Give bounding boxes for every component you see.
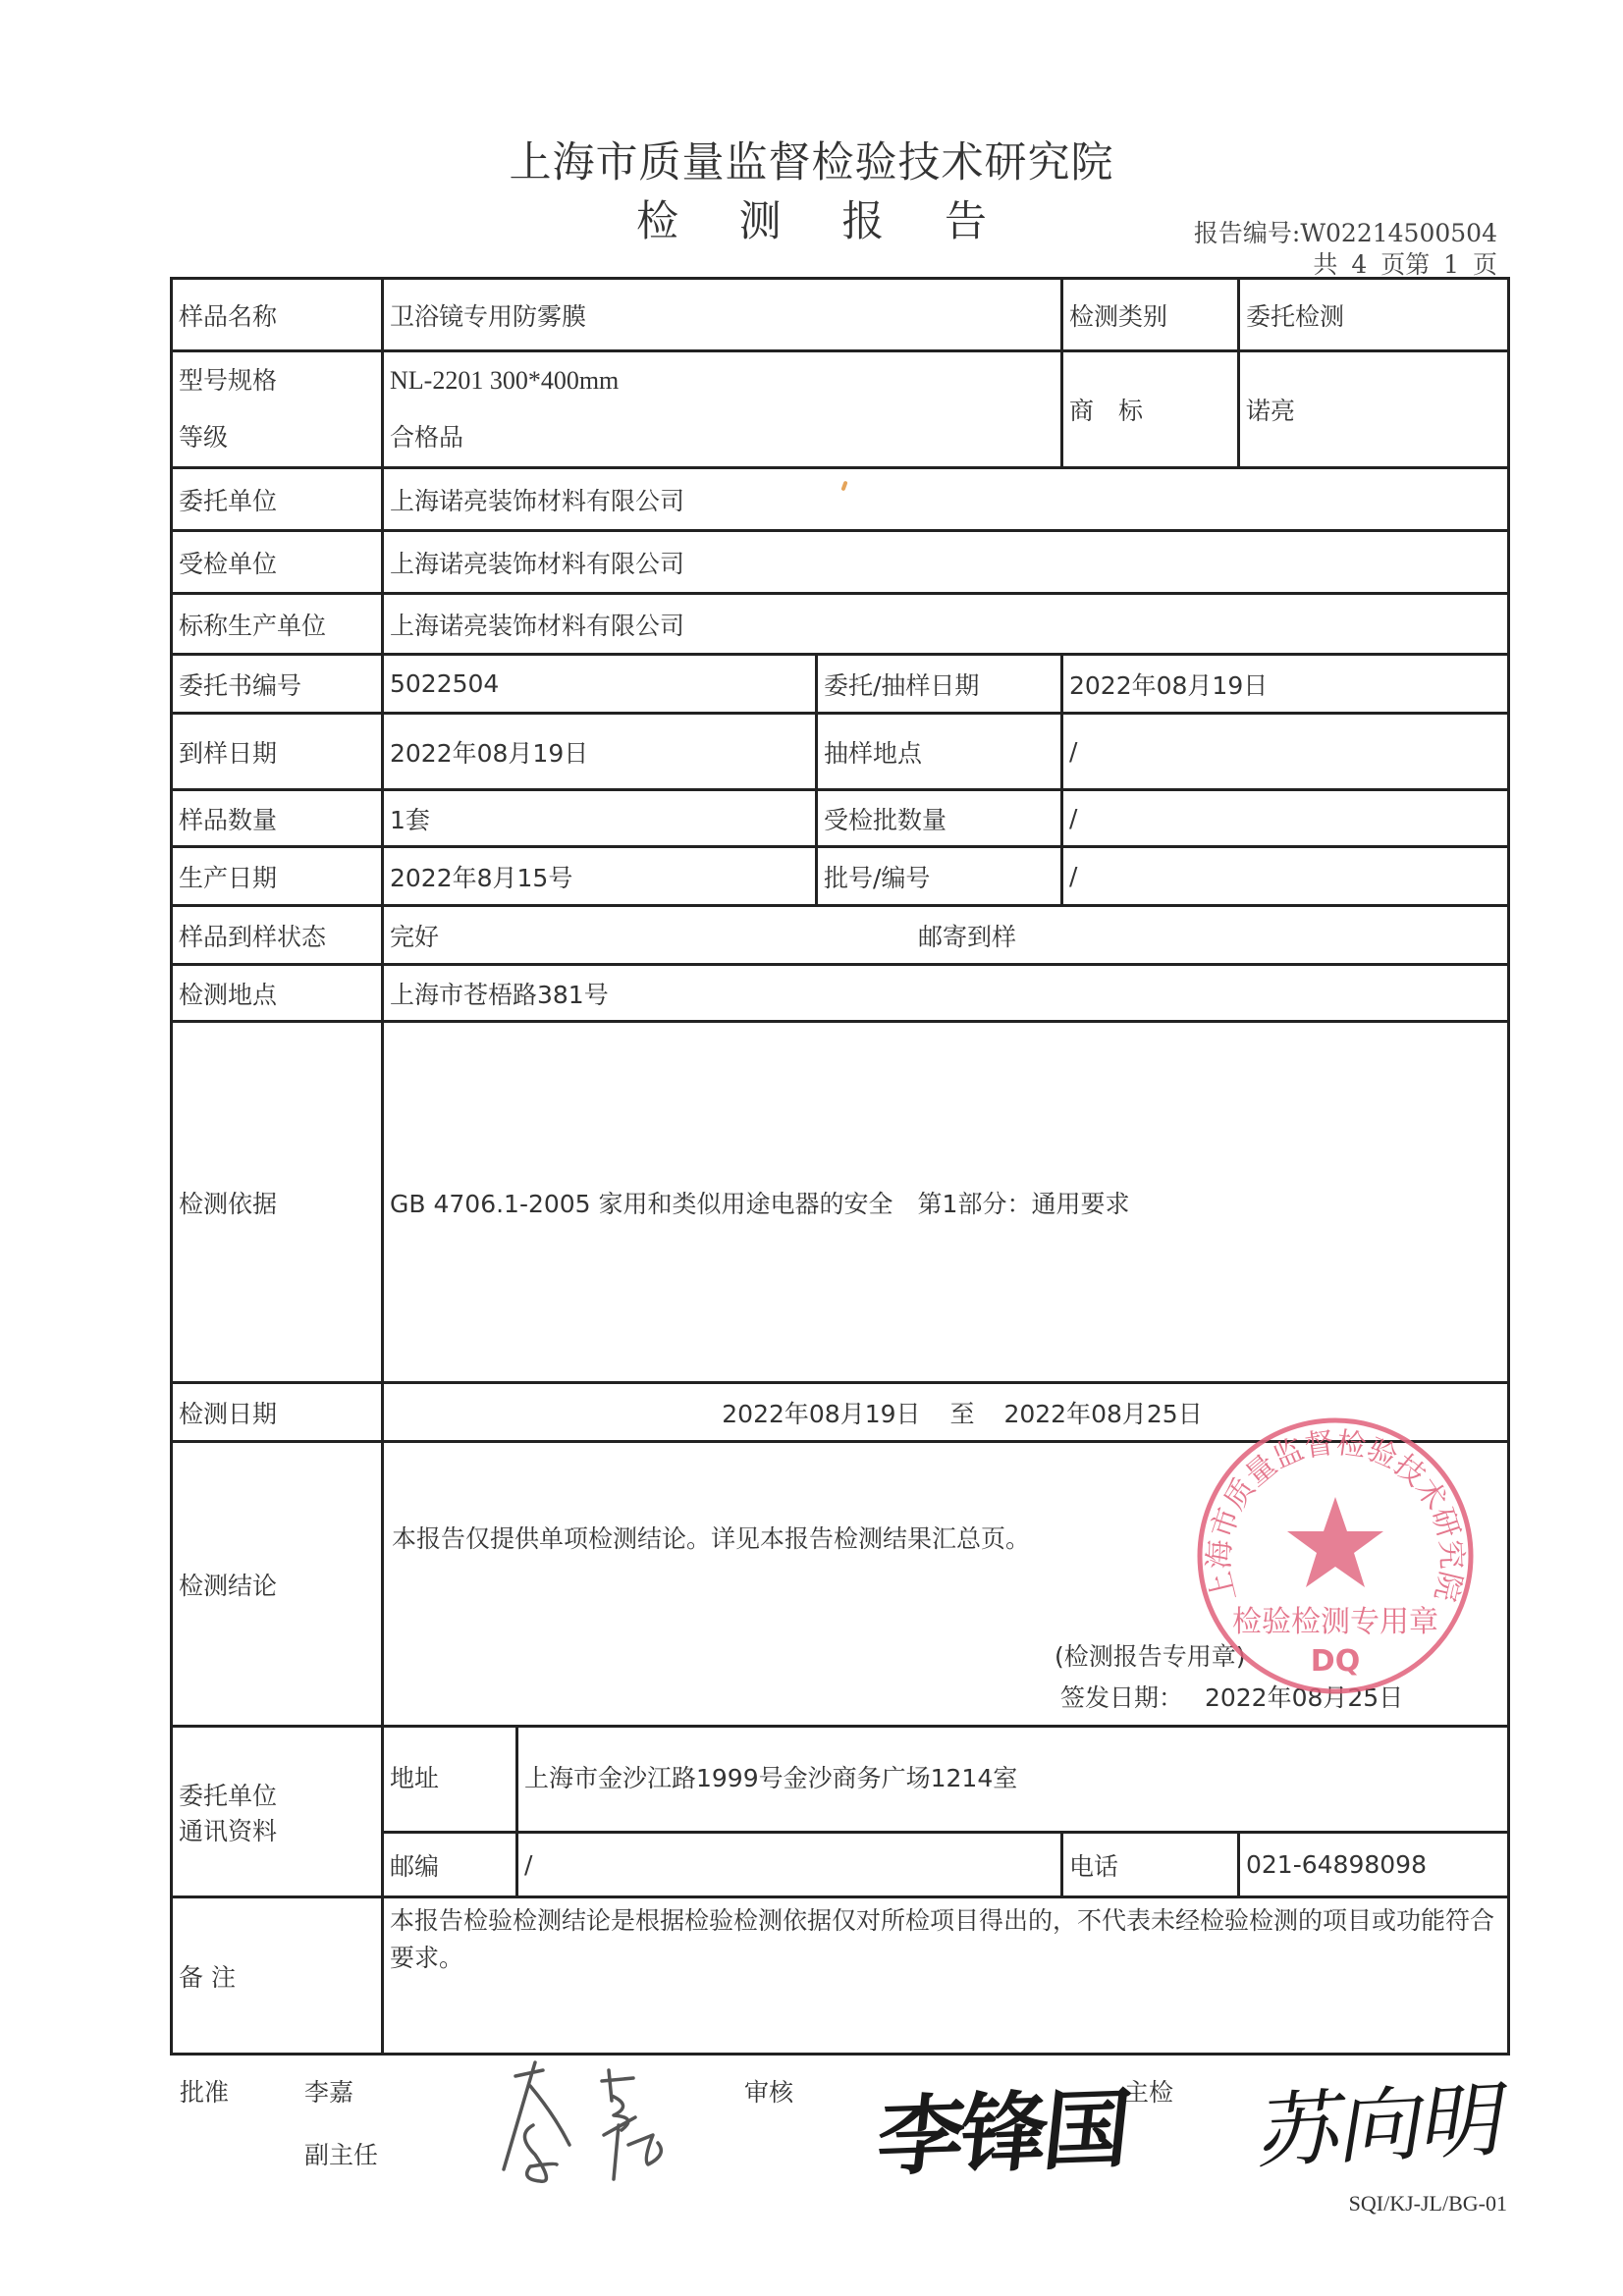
test-location-value: 上海市苍梧路381号 bbox=[383, 965, 1509, 1022]
phone-value: 021-64898098 bbox=[1239, 1833, 1509, 1897]
row-model-grade bbox=[172, 351, 1509, 468]
address-label: 地址 bbox=[383, 1727, 517, 1833]
test-basis-value: GB 4706.1-2005 家用和类似用途电器的安全 第1部分：通用要求 bbox=[383, 1022, 1509, 1383]
approver-signature bbox=[496, 2056, 731, 2204]
approver-name: 李嘉 bbox=[304, 2078, 354, 2107]
model-spec-label: 型号规格 bbox=[179, 366, 278, 395]
trademark-value: 诺亮 bbox=[1239, 351, 1509, 468]
test-period-end: 2022年08月25日 bbox=[1003, 1399, 1203, 1428]
row-sample-name bbox=[172, 279, 1509, 351]
row-test-period bbox=[172, 1383, 1509, 1442]
grade-value: 合格品 bbox=[390, 423, 464, 452]
sample-name-label: 样品名称 bbox=[172, 279, 383, 351]
seal-ring-text: 上海市质量监督检验技术研究院 bbox=[1202, 1425, 1469, 1605]
manufacturer-value: 上海诺亮装饰材料有限公司 bbox=[383, 594, 1509, 655]
model-grade-values bbox=[383, 351, 1062, 468]
arrival-status-cell bbox=[383, 906, 1509, 965]
commission-no-label: 委托书编号 bbox=[172, 655, 383, 714]
arrival-date-value: 2022年08月19日 bbox=[383, 714, 817, 790]
conclusion-label: 检测结论 bbox=[172, 1442, 383, 1727]
test-location-label: 检测地点 bbox=[172, 965, 383, 1022]
commission-date-label: 委托/抽样日期 bbox=[817, 655, 1062, 714]
row-conclusion bbox=[172, 1442, 1509, 1727]
test-period-start: 2022年08月19日 bbox=[722, 1399, 921, 1428]
row-quantity bbox=[172, 790, 1509, 847]
seal-center-text: 检验检测专用章 bbox=[1232, 1605, 1438, 1639]
commission-date-value: 2022年08月19日 bbox=[1062, 655, 1509, 714]
issue-date bbox=[1060, 1679, 1403, 1714]
page-info: 共 4 页第 1 页 bbox=[1313, 250, 1497, 279]
row-arrival-status bbox=[172, 906, 1509, 965]
sample-name-value: 卫浴镜专用防雾膜 bbox=[383, 279, 1062, 351]
row-inspected-unit bbox=[172, 531, 1509, 594]
client-label: 委托单位 bbox=[172, 468, 383, 531]
inspected-unit-value: 上海诺亮装饰材料有限公司 bbox=[383, 531, 1509, 594]
issue-date-label: 签发日期： bbox=[1060, 1683, 1184, 1712]
approver-title: 副主任 bbox=[304, 2141, 379, 2169]
row-test-basis bbox=[172, 1022, 1509, 1383]
test-period-value bbox=[383, 1383, 1509, 1442]
row-test-location bbox=[172, 965, 1509, 1022]
conclusion-text: 本报告仅提供单项检测结论。详见本报告检测结果汇总页。 bbox=[392, 1524, 1031, 1553]
row-commission bbox=[172, 655, 1509, 714]
report-number bbox=[1194, 214, 1497, 249]
chief-signature: 苏向明 bbox=[1253, 2071, 1513, 2180]
trademark-label: 商 标 bbox=[1062, 351, 1239, 468]
model-spec-value: NL-2201 300*400mm bbox=[390, 366, 620, 395]
sample-quantity-value: 1套 bbox=[383, 790, 817, 847]
chief-label: 主检 bbox=[1124, 2078, 1174, 2107]
report-table bbox=[170, 277, 1510, 2056]
client-contact-label bbox=[172, 1727, 383, 1897]
inspected-unit-label: 受检单位 bbox=[172, 531, 383, 594]
row-arrival bbox=[172, 714, 1509, 790]
batch-no-label: 批号/编号 bbox=[817, 847, 1062, 906]
phone-label: 电话 bbox=[1062, 1833, 1239, 1897]
production-date-label: 生产日期 bbox=[172, 847, 383, 906]
organization-title: 上海市质量监督检验技术研究院 bbox=[509, 138, 1114, 187]
arrival-date-label: 到样日期 bbox=[172, 714, 383, 790]
test-category-label: 检测类别 bbox=[1062, 279, 1239, 351]
row-manufacturer bbox=[172, 594, 1509, 655]
review-label: 审核 bbox=[744, 2078, 794, 2107]
client-contact-label-line1: 委托单位 bbox=[179, 1781, 278, 1810]
client-contact-label-line2: 通讯资料 bbox=[179, 1816, 278, 1845]
arrival-method: 邮寄到样 bbox=[917, 922, 1016, 951]
report-number-value: W02214500504 bbox=[1300, 219, 1497, 247]
seal-code: DQ bbox=[1310, 1644, 1361, 1679]
batch-quantity-label: 受检批数量 bbox=[817, 790, 1062, 847]
sample-quantity-label: 样品数量 bbox=[172, 790, 383, 847]
remarks-text: 本报告检验检测结论是根据检验检测依据仅对所检项目得出的，不代表未经检验检测的项目或功能符合要求。 bbox=[383, 1897, 1509, 2055]
client-value: 上海诺亮装饰材料有限公司 bbox=[383, 468, 1509, 531]
approve-label: 批准 bbox=[180, 2078, 230, 2107]
postcode-label: 邮编 bbox=[383, 1833, 517, 1897]
test-category-value: 委托检测 bbox=[1239, 279, 1509, 351]
test-basis-label: 检测依据 bbox=[172, 1022, 383, 1383]
form-code: SQI/KJ-JL/BG-01 bbox=[1348, 2191, 1507, 2216]
remarks-label: 备 注 bbox=[172, 1897, 383, 2055]
test-period-label: 检测日期 bbox=[172, 1383, 383, 1442]
grade-label: 等级 bbox=[179, 423, 229, 452]
arrival-status-value: 完好 bbox=[390, 922, 440, 951]
batch-quantity-value: / bbox=[1062, 790, 1509, 847]
report-number-label: 报告编号: bbox=[1193, 219, 1301, 247]
test-period-to: 至 bbox=[949, 1399, 975, 1428]
reviewer-signature: 李锋国 bbox=[872, 2078, 1132, 2188]
conclusion-cell bbox=[383, 1442, 1509, 1727]
model-grade-labels bbox=[172, 351, 383, 468]
row-remarks bbox=[172, 1897, 1509, 2055]
manufacturer-label: 标称生产单位 bbox=[172, 594, 383, 655]
document-title: 检 测 报 告 bbox=[635, 197, 1010, 246]
batch-no-value: / bbox=[1062, 847, 1509, 906]
postcode-value: / bbox=[517, 1833, 1062, 1897]
issue-date-value: 2022年08月25日 bbox=[1204, 1683, 1404, 1712]
seal-note: (检测报告专用章) bbox=[1055, 1642, 1246, 1671]
sampling-place-value: / bbox=[1062, 714, 1509, 790]
arrival-status-label: 样品到样状态 bbox=[172, 906, 383, 965]
sampling-place-label: 抽样地点 bbox=[817, 714, 1062, 790]
row-address bbox=[172, 1727, 1509, 1833]
commission-no-value: 5022504 bbox=[383, 655, 817, 714]
row-client bbox=[172, 468, 1509, 531]
address-value: 上海市金沙江路1999号金沙商务广场1214室 bbox=[517, 1727, 1509, 1833]
production-date-value: 2022年8月15号 bbox=[383, 847, 817, 906]
row-production bbox=[172, 847, 1509, 906]
